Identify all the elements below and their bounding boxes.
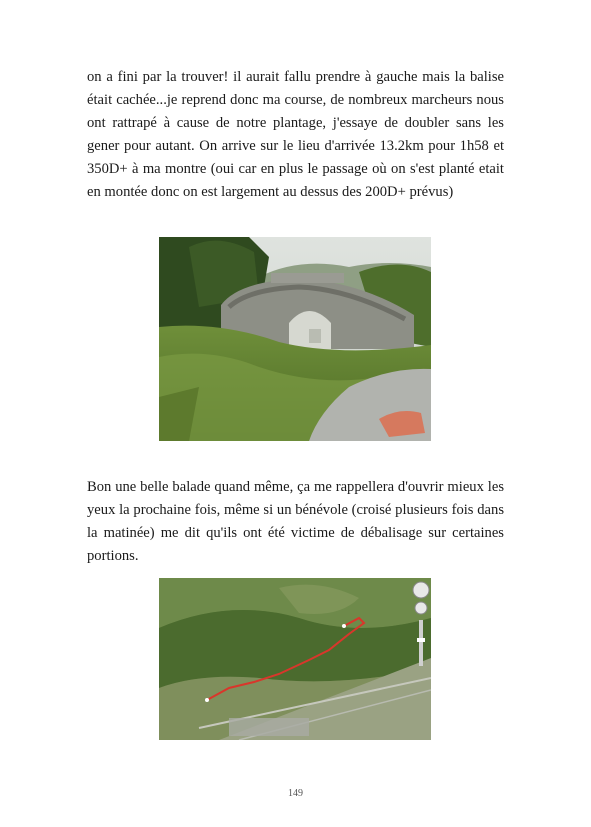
paragraph-2: Bon une belle balade quand même, ça me rappellera d'ouvrir mieux les yeux la prochaine fois, même si un bénévole (croisé plusieurs fois dans la matinée) me dit qu'ils ont été victime de débalisage sur certaines portions. xyxy=(87,479,504,564)
page-number: 149 xyxy=(288,788,303,799)
stone-arch-photo xyxy=(159,237,431,441)
route-satellite-map xyxy=(159,578,431,740)
paragraph-1: on a fini par la trouver! il aurait fallu prendre à gauche mais la balise était cachée...je reprend donc ma course, de nombreux marcheurs nous ont rattrapé à cause de notre plantage, j'essaye de doubler sans les gener pour autant. On arrive sur le lieu d'arrivée 13.2km pour 1h58 et 350D+ à ma montre (oui car en plus le passage où on s'est planté etait en montée donc on est largement au dessus des 200D+ prévus) xyxy=(87,69,504,200)
